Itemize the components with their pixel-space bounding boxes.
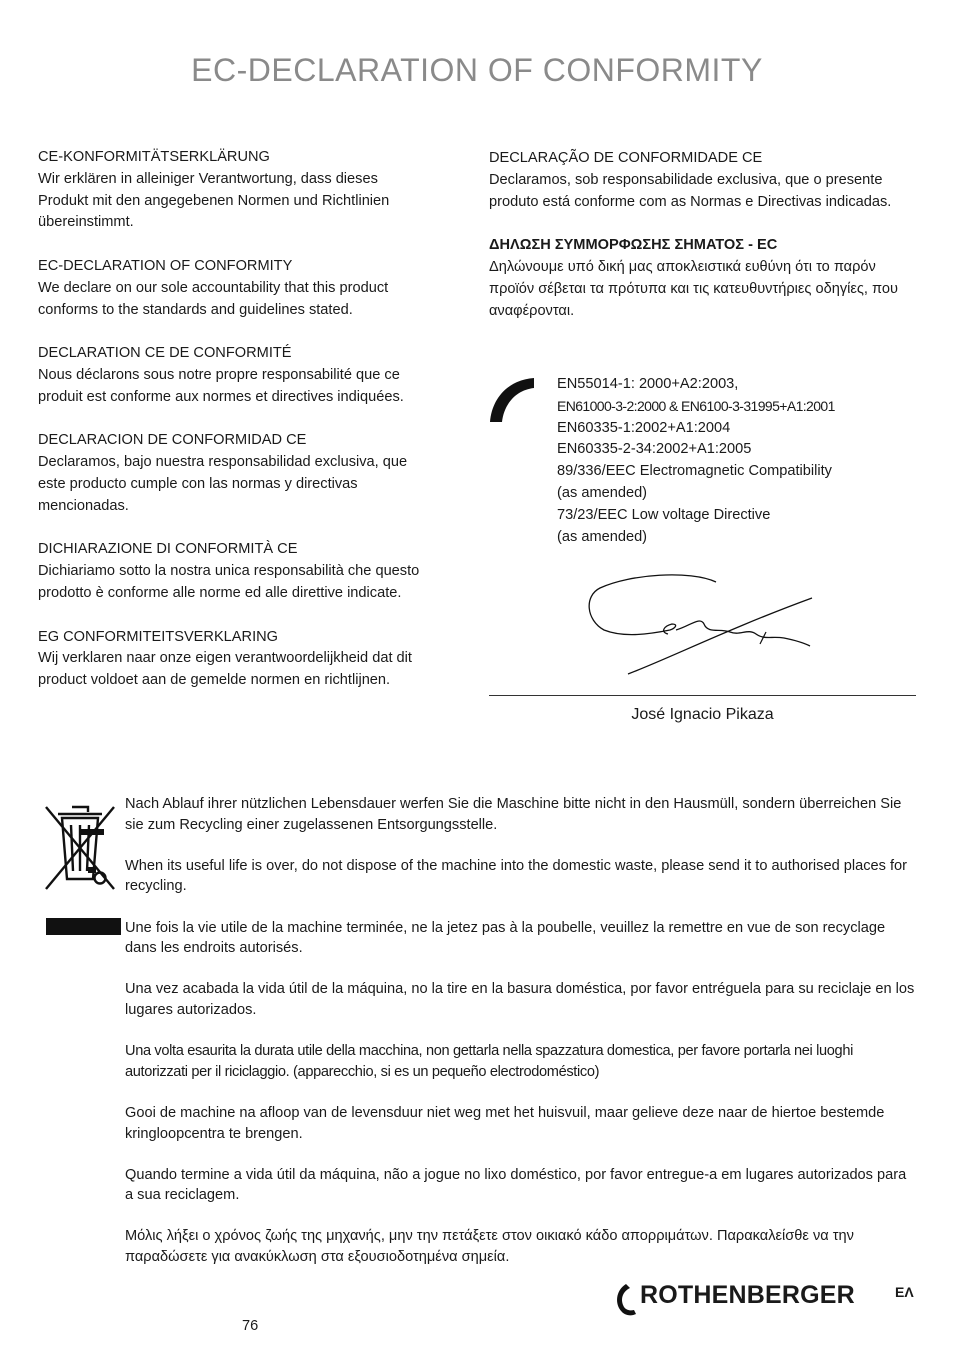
declaration-heading: DECLARATION CE DE CONFORMITÉ xyxy=(38,345,292,362)
language-code: ΕΛ xyxy=(895,1284,914,1300)
recycling-note-es: Una vez acabada la vida útil de la máquina, no la tire en la basura doméstica, por favor entréguela para su reciclaje en los lugares autorizados. xyxy=(125,981,915,1018)
declaration-el xyxy=(489,235,909,322)
declaration-fr xyxy=(38,343,428,408)
recycling-note-it: Una volta esaurita la durata utile della macchina, non gettarla nella spazzatura domestica, per favore portarla nei luoghi autorizzati per il riciclaggio. (apparecchio, si es un pequeño electrodoméstico) xyxy=(125,1043,853,1080)
declaration-pt xyxy=(489,148,909,213)
declaration-de xyxy=(38,147,428,234)
standard-item: EN61000-3-2:2000 & EN6100-3-31995+A1:2001 xyxy=(557,397,835,414)
standard-item: 73/23/EEC Low voltage Directive xyxy=(557,506,771,523)
standard-item: (as amended) xyxy=(557,528,648,545)
declaration-text: Declaramos, sob responsabilidade exclusiva, que o presente produto está conforme com as Normas e Directivas indicadas. xyxy=(489,171,892,210)
page-title: EC-DECLARATION OF CONFORMITY xyxy=(191,52,763,88)
weee-underline-bar xyxy=(46,918,121,935)
declaration-heading: ΔΗΛΩΣΗ ΣΥΜΜΟΡΦΩΣΗΣ ΣΗΜΑΤΟΣ - EC xyxy=(489,237,778,254)
signature-line xyxy=(489,695,916,696)
signature-icon xyxy=(580,566,820,686)
declaration-text: We declare on our sole accountability that this product conforms to the standards and guidelines stated. xyxy=(38,279,389,318)
declaration-text: Declaramos, bajo nuestra responsabilidad exclusiva, que este producto cumple con las normas y directivas mencionadas. xyxy=(38,454,408,514)
weee-crossed-bin-icon xyxy=(42,801,118,893)
recycling-notes xyxy=(125,794,915,1288)
recycling-note-pt: Quando termine a vida útil da máquina, não a jogue no lixo doméstico, por favor entregue-a em lugares autorizados para a sua reciclagem. xyxy=(125,1166,907,1204)
declaration-text: Wij verklaren naar onze eigen verantwoordelijkheid dat dit product voldoet aan de gemelde normen en richtlijnen. xyxy=(38,650,412,689)
brand-name: ROTHENBERGER xyxy=(640,1281,855,1309)
signatory-name: José Ignacio Pikaza xyxy=(631,706,774,723)
standard-item: EN60335-2-34:2002+A1:2005 xyxy=(557,441,752,458)
declaration-text: Nous déclarons sous notre propre responsabilité que ce produit est conforme aux normes et directives indiquées. xyxy=(38,366,404,405)
recycling-note-el: Μόλις λήξει ο χρόνος ζωής της μηχανής, μην την πετάξετε στον οικιακό κάδο απορριμάτων. Παρακαλείσθε να την παραδώσετε για ανακύκλωση στα εξουσιοδοτημένα σημεία. xyxy=(125,1228,854,1266)
declaration-nl xyxy=(38,627,428,692)
declaration-text: Δηλώνουμε υπό δική μας αποκλειστικά ευθύνη ότι το παρόν προϊόν σέβεται τα πρότυπα και τις κατευθυντήριες οδηγίες, που αναφέρονται. xyxy=(489,258,899,319)
recycling-note-en: When its useful life is over, do not dispose of the machine into the domestic waste, please send it to authorised places for recycling. xyxy=(125,857,908,895)
declaration-heading: CE-KONFORMITÄTSERKLÄRUNG xyxy=(38,149,270,165)
declaration-es xyxy=(38,430,428,517)
declaration-text: Wir erklären in alleiniger Verantwortung, dass dieses Produkt mit den angegebenen Normen und Richtlinien übereinstimmt. xyxy=(38,170,390,231)
standard-item: 89/336/EEC Electromagnetic Compatibility xyxy=(557,463,832,480)
recycling-note-nl: Gooi de machine na afloop van de levensduur niet weg met het huisvuil, maar gelieve deze naar de hiertoe bestemde kringloopcentra te brengen. xyxy=(125,1104,885,1142)
declaration-text: Dichiariamo sotto la nostra unica responsabilità che questo prodotto è conforme alle norme ed alle direttive indicate. xyxy=(38,563,420,601)
standard-item: EN55014-1: 2000+A2:2003, xyxy=(557,376,739,392)
declaration-heading: EC-DECLARATION OF CONFORMITY xyxy=(38,257,293,274)
declaration-heading: DICHIARAZIONE DI CONFORMITÀ CE xyxy=(38,541,298,558)
declaration-heading: DECLARAÇÃO DE CONFORMIDADE CE xyxy=(489,150,763,166)
page-number: 76 xyxy=(242,1318,259,1334)
declaration-heading: DECLARACION DE CONFORMIDAD CE xyxy=(38,432,307,449)
standards-list xyxy=(557,374,917,548)
recycling-note-fr: Une fois la vie utile de la machine terminée, ne la jetez pas à la poubelle, veuillez la remettre en vue de son recyclage dans les endroits autorisés. xyxy=(125,919,886,957)
declaration-it xyxy=(38,539,428,604)
declarations-left-column xyxy=(38,147,428,714)
standard-item: (as amended) xyxy=(557,484,648,501)
recycling-note-de: Nach Ablauf ihrer nützlichen Lebensdauer werfen Sie die Maschine bitte nicht in den Hausmüll, sondern überreichen Sie sie zum Recycling einer zugelassenen Entsorgungsstelle. xyxy=(125,796,902,833)
declaration-en xyxy=(38,256,428,321)
declaration-heading: EG CONFORMITEITSVERKLARING xyxy=(38,628,279,645)
standard-item: EN60335-1:2002+A1:2004 xyxy=(557,419,731,436)
declarations-right-column xyxy=(489,148,909,344)
ce-mark-icon xyxy=(488,376,536,424)
